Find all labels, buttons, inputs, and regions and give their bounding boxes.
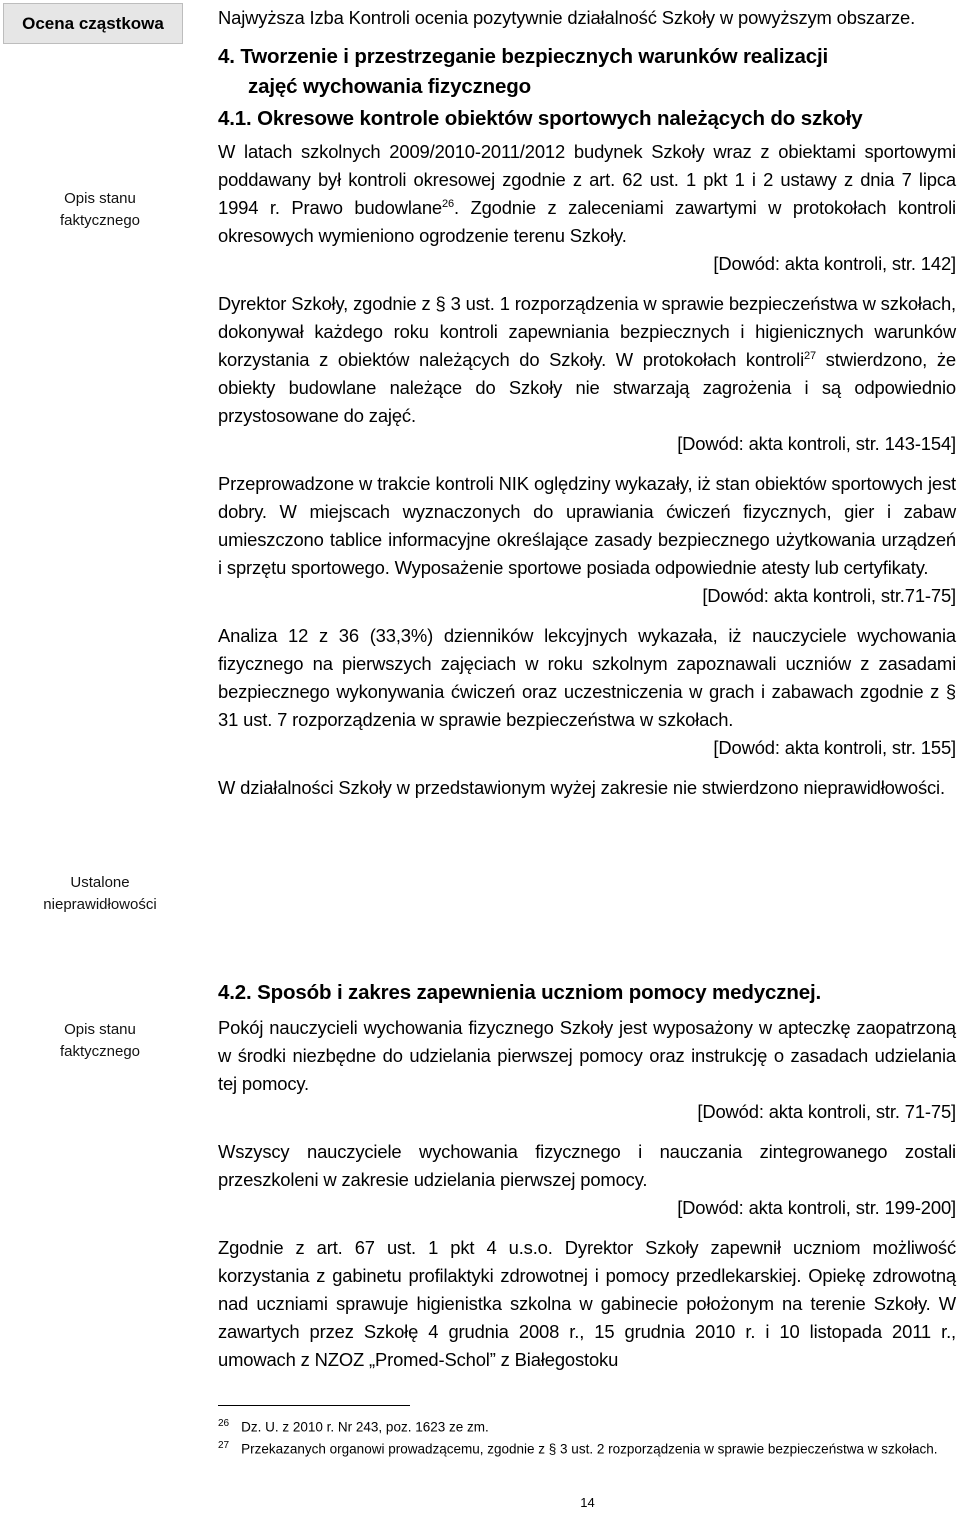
footnote-27 xyxy=(218,1437,958,1459)
side-label-opis-2 xyxy=(0,1019,200,1063)
paragraph-apteczka: Pokój nauczycieli wychowania fizycznego Szkoły jest wyposażony w apteczkę zaopatrzoną w środki niezbędne do udzielania pierwszej pomocy oraz instrukcję o zasadach udzielania tej pomocy. xyxy=(218,1017,956,1094)
paragraph-dyrektor-kontrole xyxy=(218,290,956,430)
footnote-26 xyxy=(218,1415,958,1437)
paragraph-przeszkolenie: Wszyscy nauczyciele wychowania fizycznego i nauczania zintegrowanego zostali przeszkoleni w zakresie udzielania pierwszej pomocy. xyxy=(218,1141,956,1190)
footnote-text: Dz. U. z 2010 r. Nr 243, poz. 1623 ze zm. xyxy=(241,1419,489,1435)
footnote-separator xyxy=(218,1405,410,1406)
footnote-ref-26: 26 xyxy=(442,197,454,210)
side-label-line: faktycznego xyxy=(59,212,141,229)
text-run: W latach szkolnych 2009/2010-2011/2012 budynek Szkoły wraz z obiektami sportowymi poddawany był kontroli okresowej zgodnie z art. 62 ust. 1 pkt 1 i 2 ustawy z dnia 7 lipca 1994 r. Prawo budowlane xyxy=(218,141,956,218)
main-content-part-2 xyxy=(218,978,956,1374)
section-heading-4-line2: zajęć wychowania fizycznego xyxy=(248,75,532,98)
evidence-ref: [Dowód: akta kontroli, str.71-75] xyxy=(702,585,956,606)
side-label-line: nieprawidłowości xyxy=(43,896,157,913)
text-run: Dyrektor Szkoły, zgodnie z § 3 ust. 1 rozporządzenia w sprawie bezpieczeństwa w szkołach, dokonywał każdego roku kontroli zapewniania bezpiecznych i higienicznych warunków korzystania z obiektów należących do Szkoły. W protokołach kontroli xyxy=(218,293,956,370)
footnote-number: 26 xyxy=(218,1418,230,1429)
section-heading-4-line1: 4. Tworzenie i przestrzeganie bezpiecznych warunków realizacji xyxy=(218,45,829,68)
paragraph-okresowe-kontrole xyxy=(218,138,956,250)
side-label-opis-1 xyxy=(0,188,200,232)
section-heading-4 xyxy=(218,42,956,102)
text-run: stwierdzono, że obiekty budowlane należące do Szkoły nie stwarzają zagrożenia i są odpowiednio przystosowane do zajęć. xyxy=(218,349,956,426)
evidence-ref: [Dowód: akta kontroli, str. 155] xyxy=(713,737,956,758)
text-run: . Zgodnie z zaleceniami zawartymi w protokołach kontroli okresowych wymieniono ogrodzenie terenu Szkoły. xyxy=(218,197,956,246)
side-label-ustalone xyxy=(0,872,200,916)
footnote-number: 27 xyxy=(218,1440,230,1451)
side-label-line: Ustalone xyxy=(70,874,130,891)
paragraph-analiza-dziennikow: Analiza 12 z 36 (33,3%) dzienników lekcyjnych wykazała, iż nauczyciele wychowania fizycznego na pierwszych zajęciach w roku szkolnym zapoznawali uczniów z zasadami bezpiecznego wykonywania ćwiczeń oraz uczestniczenia w grach i zabawach zgodnie z § 31 ust. 7 rozporządzenia w sprawie bezpieczeństwa w szkołach. xyxy=(218,625,956,730)
paragraph-opieka-zdrowotna: Zgodnie z art. 67 ust. 1 pkt 4 u.s.o. Dyrektor Szkoły zapewnił uczniom możliwość korzystania z gabinetu profilaktyki zdrowotnej i pomocy przedlekarskiej. Opiekę zdrowotną nad uczniami sprawuje higienistka szkolna w gabinecie położonym na terenie Szkoły. W zawartych przez Szkołę 4 grudnia 2008 r., 15 grudnia 2010 r. i 10 listopada 2011 r., umowach z NZOZ „Promed-Schol” z Białegostoku xyxy=(218,1237,956,1370)
subsection-heading-4-1: 4.1. Okresowe kontrole obiektów sportowych należących do szkoły xyxy=(218,107,863,130)
intro-paragraph: Najwyższa Izba Kontroli ocenia pozytywnie działalność Szkoły w powyższym obszarze. xyxy=(218,7,916,28)
section-badge: Ocena cząstkowa xyxy=(3,3,183,44)
evidence-ref: [Dowód: akta kontroli, str. 71-75] xyxy=(697,1101,956,1122)
side-label-line: faktycznego xyxy=(59,1043,141,1060)
page-number: 14 xyxy=(580,1495,595,1510)
side-label-line: Opis stanu xyxy=(64,190,136,207)
subsection-heading-4-2: 4.2. Sposób i zakres zapewnienia uczniom pomocy medycznej. xyxy=(218,981,822,1004)
evidence-ref: [Dowód: akta kontroli, str. 143-154] xyxy=(677,433,956,454)
main-content-part-1 xyxy=(218,4,956,802)
evidence-ref: [Dowód: akta kontroli, str. 199-200] xyxy=(677,1197,956,1218)
paragraph-nieprawidlowosci: W działalności Szkoły w przedstawionym wyżej zakresie nie stwierdzono nieprawidłowości. xyxy=(218,777,945,798)
side-label-line: Opis stanu xyxy=(64,1021,136,1038)
footnote-ref-27: 27 xyxy=(804,349,816,362)
evidence-ref: [Dowód: akta kontroli, str. 142] xyxy=(713,253,956,274)
paragraph-ogledziny: Przeprowadzone w trakcie kontroli NIK oględziny wykazały, iż stan obiektów sportowych jest dobry. W miejscach wyznaczonych do uprawiania ćwiczeń fizycznych, gier i zabaw umieszczono tablice informacyjne określające zasady bezpiecznego użytkowania urządzeń i sprzętu sportowego. Wyposażenie sportowe posiada odpowiednie atesty lub certyfikaty. xyxy=(218,473,956,578)
footnote-text: Przekazanych organowi prowadzącemu, zgodnie z § 3 ust. 2 rozporządzenia w sprawie bezpieczeństwa w szkołach. xyxy=(241,1441,938,1457)
